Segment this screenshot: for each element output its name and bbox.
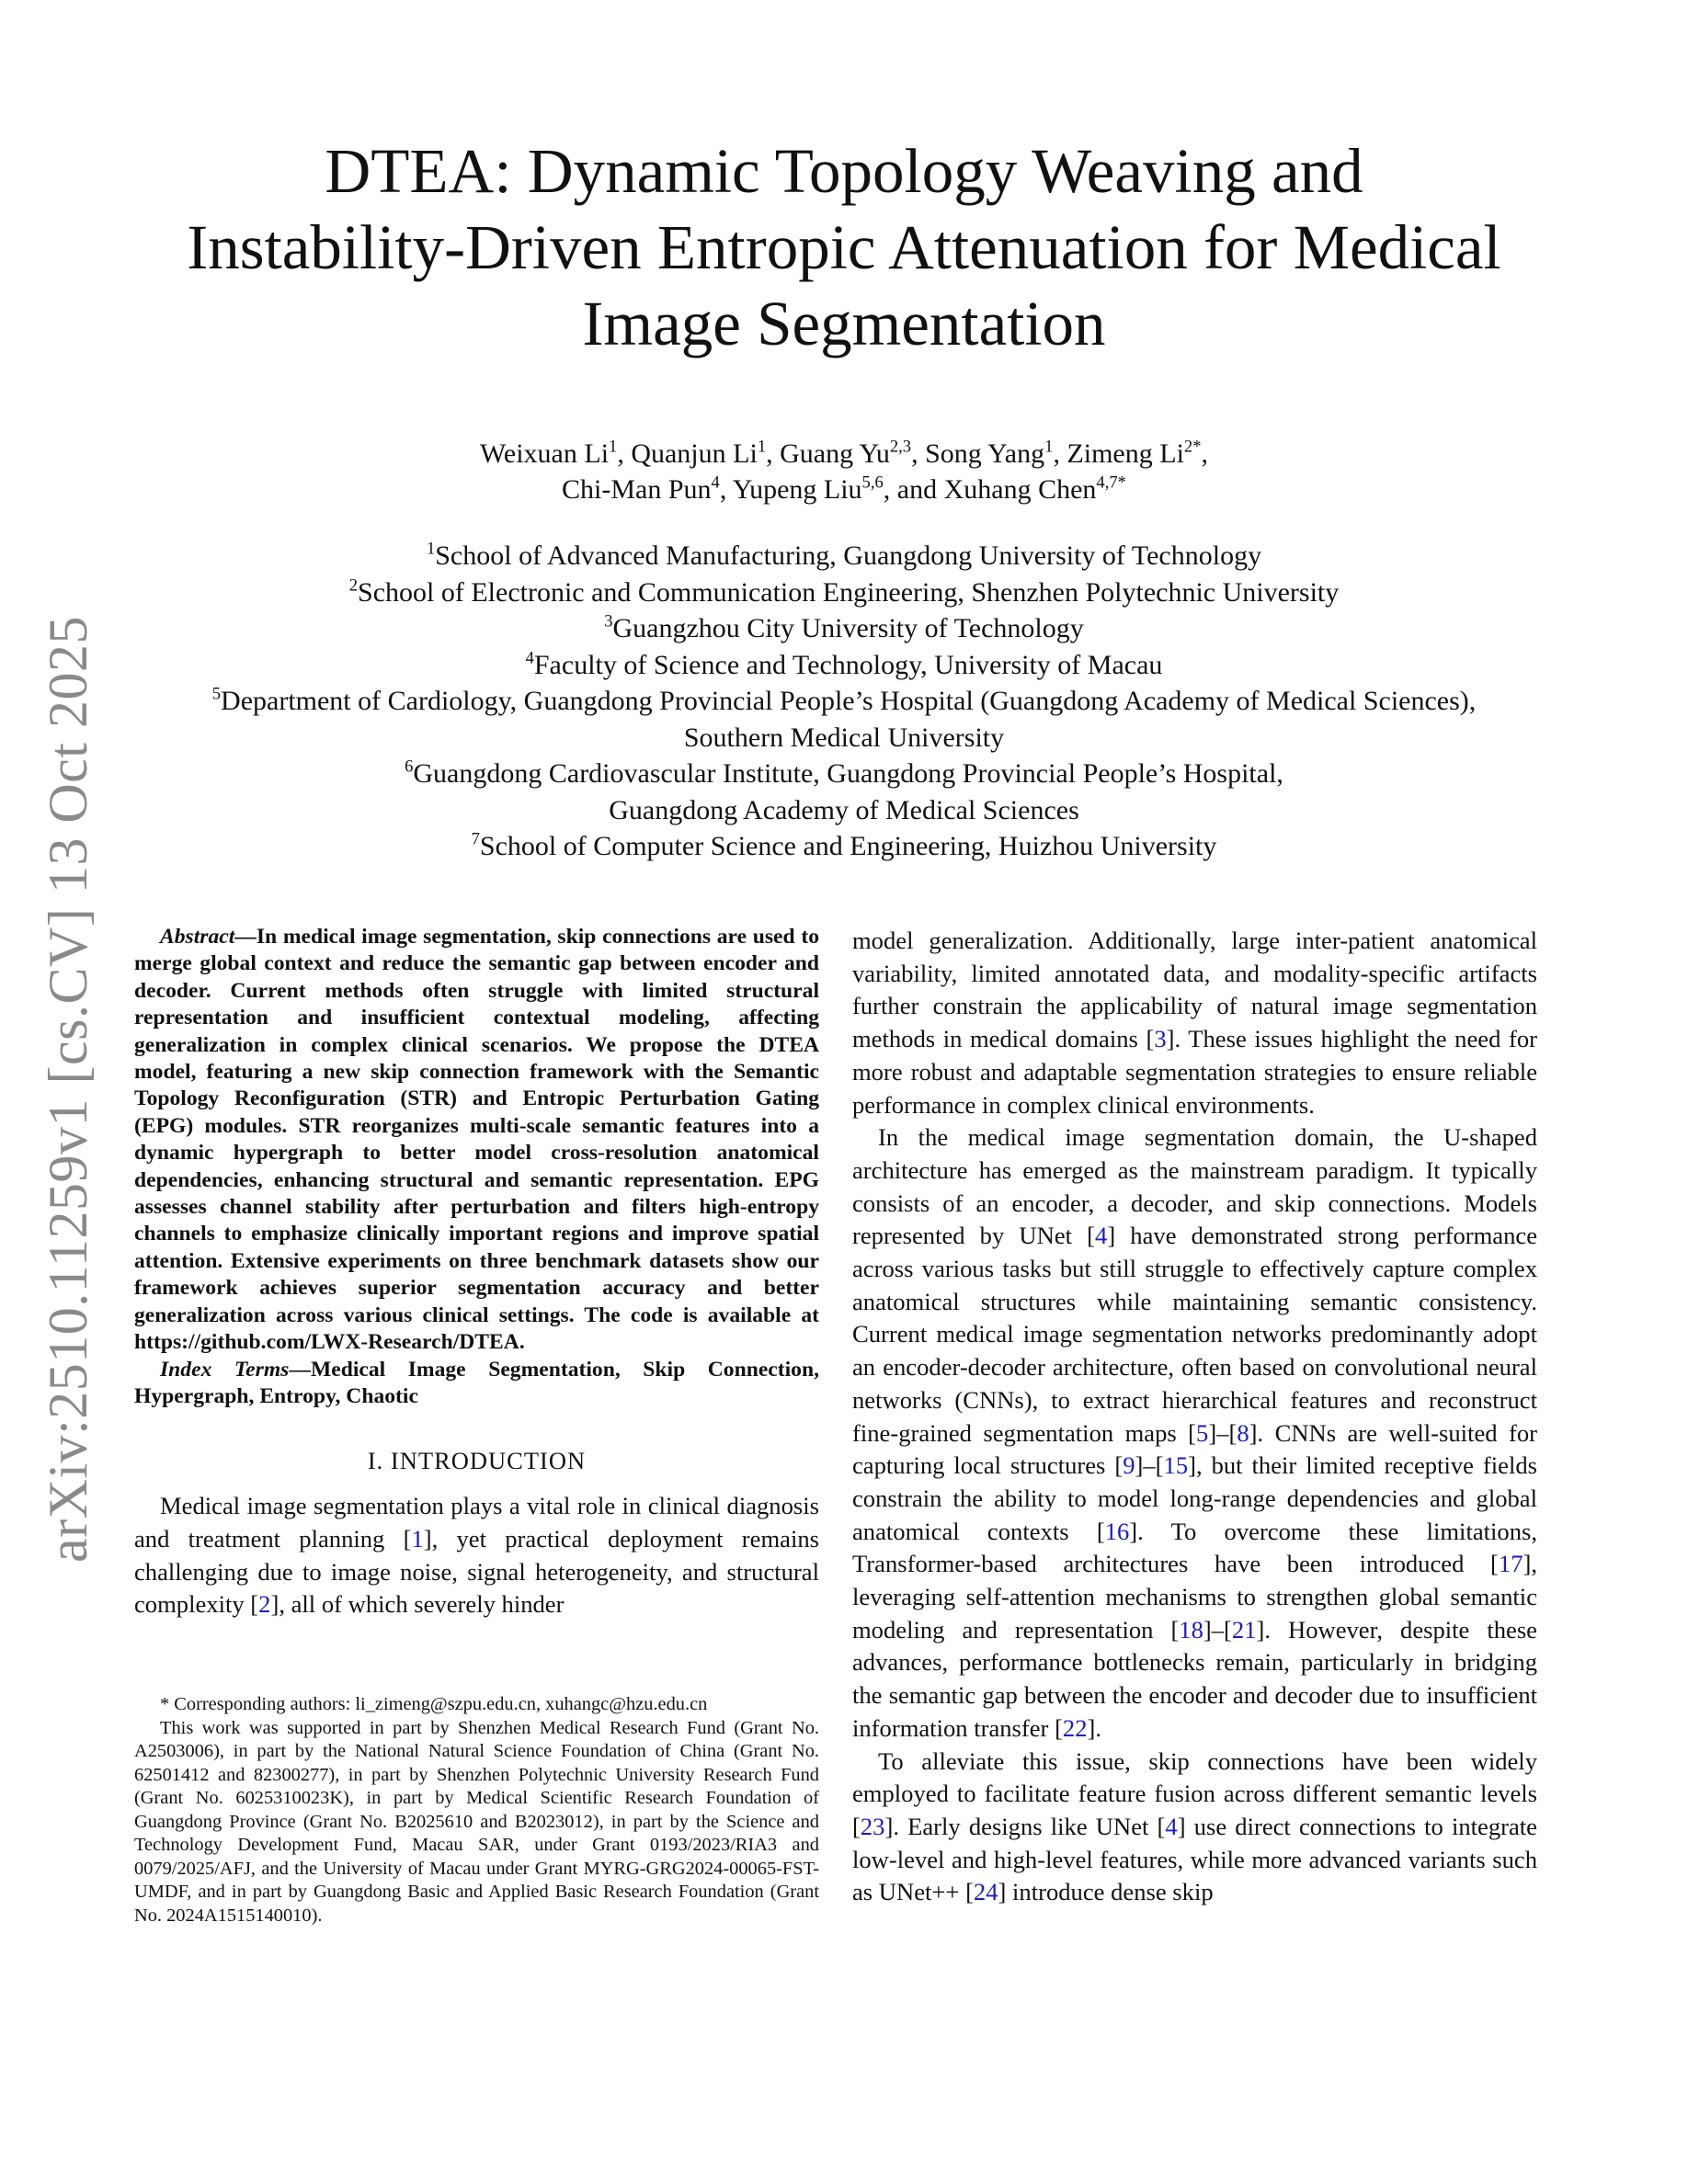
- citation-number[interactable]: 3: [1154, 1025, 1167, 1053]
- text-run: Department of Cardiology, Guangdong Provincial People’s Hospital (Guangdong Academy of Medical Sciences),: [221, 686, 1477, 716]
- text-run: , Song Yang: [911, 438, 1045, 469]
- index-terms-label: Index Terms: [160, 1357, 290, 1382]
- citation-link[interactable]: [18]: [1170, 1615, 1212, 1644]
- text-run: . To overcome these limitations, Transformer-based architectures have been introduced: [852, 1517, 1537, 1578]
- citation-number[interactable]: 5: [1196, 1418, 1209, 1447]
- citation-link[interactable]: [4]: [1087, 1222, 1116, 1250]
- text-run: , and Xuhang Chen: [883, 474, 1097, 505]
- affiliation-line: [0, 647, 1688, 684]
- abstract-text: —In medical image segmentation, skip connections are used to merge global context and reduce the semantic gap between encoder and decoder. Current methods often struggle with limited structural representation and insufficient contextual modeling, affecting generalization in complex clinical scenarios. We propose the DTEA model, featuring a new skip connection framework with the Semantic Topology Reconfiguration (STR) and Entropic Perturbation Gating (EPG) modules. STR reorganizes multi-scale semantic features into a dynamic hypergraph to better model cross-resolution anatomical dependencies, enhancing structural and semantic representation. EPG assesses channel stability after perturbation and filters high-entropy channels to emphasize clinically important regions and improve spatial attention. Extensive experiments on three benchmark datasets show our framework achieves superior segmentation accuracy and better generalization across various clinical settings. The code is available at https://github.com/LWX-Research/DTEA.: [134, 925, 819, 1355]
- text-run: Faculty of Science and Technology, University of Macau: [533, 649, 1163, 680]
- superscript-marker: 6: [405, 756, 414, 777]
- affiliation-line: [0, 756, 1688, 792]
- citation-number[interactable]: 9: [1123, 1451, 1135, 1480]
- text-run: . These issues highlight the need for more robust and adaptable segmentation strategies to ensure reliable performance in complex clinical environments.: [852, 1025, 1537, 1119]
- text-run: have demonstrated strong performance across various tasks but still struggle to effectively capture complex anatomical structures while maintaining semantic consistency. Current medical image segmentation networks predominantly adopt an encoder-decoder architecture, often based on convolutional neural networks (CNNs), to extract hierarchical features and reconstruct fine-grained segmentation maps: [852, 1222, 1538, 1447]
- text-run: , Guang Yu: [766, 438, 890, 469]
- index-terms-text: —Medical Image Segmentation, Skip Connection, Hypergraph, Entropy, Chaotic: [134, 1357, 819, 1408]
- text-run: School of Computer Science and Engineering, Huizhou University: [479, 831, 1217, 861]
- citation-link[interactable]: [4]: [1157, 1812, 1186, 1840]
- citation-link[interactable]: [23]: [852, 1812, 894, 1840]
- text-run: To alleviate this issue, skip connections have been widely employed to facilitate feature fusion across different semantic levels: [852, 1746, 1537, 1808]
- superscript-marker: 5: [211, 684, 222, 704]
- citation-link[interactable]: [22]: [1055, 1713, 1096, 1742]
- citation-number[interactable]: 1: [411, 1525, 424, 1553]
- author-line: [0, 472, 1688, 507]
- citation-link[interactable]: [1]: [403, 1525, 432, 1553]
- text-run: , Yupeng Liu: [719, 474, 862, 505]
- text-run: Chi-Man Pun: [562, 474, 712, 505]
- text-run: In the medical image segmentation domain, the U-shaped architecture has emerged as the mainstream paradigm. It typically consists of an encoder, a decoder, and skip connections. Models represented by UNet: [852, 1123, 1537, 1250]
- citation-number[interactable]: 4: [1095, 1222, 1108, 1250]
- citation-link[interactable]: [9]: [1114, 1451, 1144, 1480]
- body-paragraph: [852, 1746, 1537, 1910]
- text-run: Medical image segmentation plays a vital role in clinical diagnosis and treatment planning: [134, 1492, 819, 1553]
- citation-number[interactable]: 23: [860, 1812, 885, 1840]
- text-run: . Early designs like UNet: [893, 1812, 1158, 1840]
- text-run: , yet practical deployment remains challenging due to image noise, signal heterogeneity, and structural complexity: [134, 1525, 819, 1619]
- paper-title: [0, 133, 1688, 362]
- text-run: Guangdong Cardiovascular Institute, Guangdong Provincial People’s Hospital,: [413, 758, 1283, 789]
- citation-link[interactable]: [17]: [1490, 1550, 1532, 1578]
- title-line: DTEA: Dynamic Topology Weaving and: [325, 136, 1363, 206]
- citation-number[interactable]: 21: [1231, 1615, 1257, 1644]
- citation-number[interactable]: 18: [1179, 1615, 1203, 1644]
- affiliation-line: [0, 828, 1688, 865]
- author-list: [0, 436, 1688, 507]
- superscript-marker: 2*: [1183, 437, 1202, 457]
- citation-link[interactable]: [2]: [250, 1590, 279, 1619]
- arxiv-identifier-stamp: arXiv:2510.11259v1 [cs.CV] 13 Oct 2025: [38, 616, 98, 1563]
- superscript-marker: 1: [1044, 437, 1054, 457]
- abstract: [134, 924, 819, 1357]
- superscript-marker: 4,7*: [1096, 472, 1126, 493]
- citation-number[interactable]: 17: [1498, 1550, 1523, 1578]
- affiliation-line: [0, 610, 1688, 647]
- text-run: use direct connections to integrate low-level and high-level features, while more advanced variants such as UNet++: [852, 1812, 1537, 1906]
- left-column: [134, 924, 819, 1621]
- text-run: , Zimeng Li: [1053, 438, 1184, 469]
- affiliation-line: [0, 792, 1688, 829]
- corresponding-authors-note: * Corresponding authors: li_zimeng@szpu.edu.cn, xuhangc@hzu.edu.cn: [160, 1694, 708, 1714]
- citation-number[interactable]: 16: [1104, 1517, 1130, 1545]
- citation-link[interactable]: [16]: [1096, 1517, 1138, 1545]
- author-line: [0, 436, 1688, 472]
- citation-link[interactable]: [24]: [965, 1878, 1007, 1906]
- text-run: –: [1216, 1418, 1229, 1447]
- text-run: Southern Medical University: [683, 722, 1005, 753]
- citation-link[interactable]: [8]: [1228, 1418, 1258, 1447]
- text-run: .: [1095, 1713, 1102, 1742]
- superscript-marker: 5,6: [861, 472, 884, 493]
- citation-link[interactable]: [3]: [1146, 1025, 1175, 1053]
- affiliation-line: [0, 683, 1688, 720]
- citation-number[interactable]: 22: [1062, 1713, 1088, 1742]
- text-run: model generalization. Additionally, large inter-patient anatomical variability, limited annotated data, and modality-specific artifacts further constrain the applicability of natural image segmentation methods in medical domains: [852, 927, 1537, 1053]
- citation-link[interactable]: [21]: [1224, 1615, 1265, 1644]
- affiliation-line: [0, 720, 1688, 756]
- text-run: , all of which severely hinder: [279, 1590, 565, 1619]
- text-run: Guangzhou City University of Technology: [612, 613, 1084, 643]
- text-run: –: [1143, 1451, 1156, 1480]
- text-run: ,: [1201, 438, 1209, 469]
- citation-number[interactable]: 24: [973, 1878, 998, 1906]
- body-paragraph: [852, 1121, 1537, 1745]
- text-run: . CNNs are well-suited for capturing local structures: [852, 1418, 1537, 1480]
- superscript-marker: 1: [609, 437, 618, 457]
- right-column: [852, 925, 1537, 1909]
- affiliation-line: [0, 574, 1688, 611]
- citation-number[interactable]: 15: [1163, 1451, 1189, 1480]
- superscript-marker: 2: [348, 574, 359, 595]
- text-run: , but their limited receptive fields constrain the ability to model long-range dependencies and global anatomical contexts: [852, 1451, 1537, 1545]
- text-run: Weixuan Li: [479, 438, 610, 469]
- text-run: School of Electronic and Communication Engineering, Shenzhen Polytechnic University: [358, 576, 1340, 608]
- text-run: Guangdong Academy of Medical Sciences: [609, 794, 1079, 825]
- superscript-marker: 4: [711, 472, 720, 493]
- section-heading: I. INTRODUCTION: [367, 1447, 587, 1475]
- text-run: , Quanjun Li: [617, 438, 758, 469]
- affiliation-line: [0, 538, 1688, 574]
- superscript-marker: 2,3: [889, 437, 912, 457]
- citation-number[interactable]: 2: [258, 1590, 271, 1619]
- citation-number[interactable]: 8: [1237, 1418, 1249, 1447]
- body-paragraph: [134, 1490, 819, 1621]
- text-run: –: [1211, 1615, 1225, 1644]
- superscript-marker: 4: [525, 647, 534, 667]
- text-run: , leveraging self-attention mechanisms to strengthen global semantic modeling and representation: [852, 1550, 1537, 1644]
- abstract-label: Abstract: [160, 925, 235, 949]
- superscript-marker: 7: [471, 829, 480, 849]
- body-paragraph: [852, 925, 1537, 1121]
- footnotes: [134, 1693, 819, 1928]
- affiliations: [0, 538, 1688, 865]
- citation-number[interactable]: 4: [1165, 1812, 1178, 1840]
- text-run: . However, despite these advances, performance bottlenecks remain, particularly in bridging the semantic gap between the encoder and decoder due to insufficient information transfer: [852, 1615, 1537, 1742]
- superscript-marker: 3: [604, 611, 613, 631]
- superscript-marker: 1: [426, 539, 436, 559]
- citation-link[interactable]: [5]: [1188, 1418, 1217, 1447]
- citation-link[interactable]: [15]: [1155, 1451, 1196, 1480]
- title-line: Instability-Driven Entropic Attenuation for Medical: [187, 212, 1501, 282]
- text-run: School of Advanced Manufacturing, Guangdong University of Technology: [435, 540, 1262, 571]
- superscript-marker: 1: [757, 437, 767, 457]
- text-run: introduce dense skip: [1006, 1878, 1214, 1906]
- index-terms: [134, 1357, 819, 1411]
- funding-note: This work was supported in part by Shenzhen Medical Research Fund (Grant No. A2503006), in part by the National Natural Science Foundation of China (Grant No. 62501412 and 82300277), in part by Shenzhen Polytechnic University Research Fund (Grant No. 6025310023K), in part by Medical Scientific Research Foundation of Guangdong Province (Grant No. B2025610 and B2023012), in part by the Science and Technology Development Fund, Macau SAR, under Grant 0193/2023/RIA3 and 0079/2025/AFJ, and the University of Macau under Grant MYRG-GRG2024-00065-FST-UMDF, and in part by Guangdong Basic and Applied Basic Research Foundation (Grant No. 2024A1515140010).: [134, 1717, 819, 1926]
- title-line: Image Segmentation: [582, 289, 1106, 358]
